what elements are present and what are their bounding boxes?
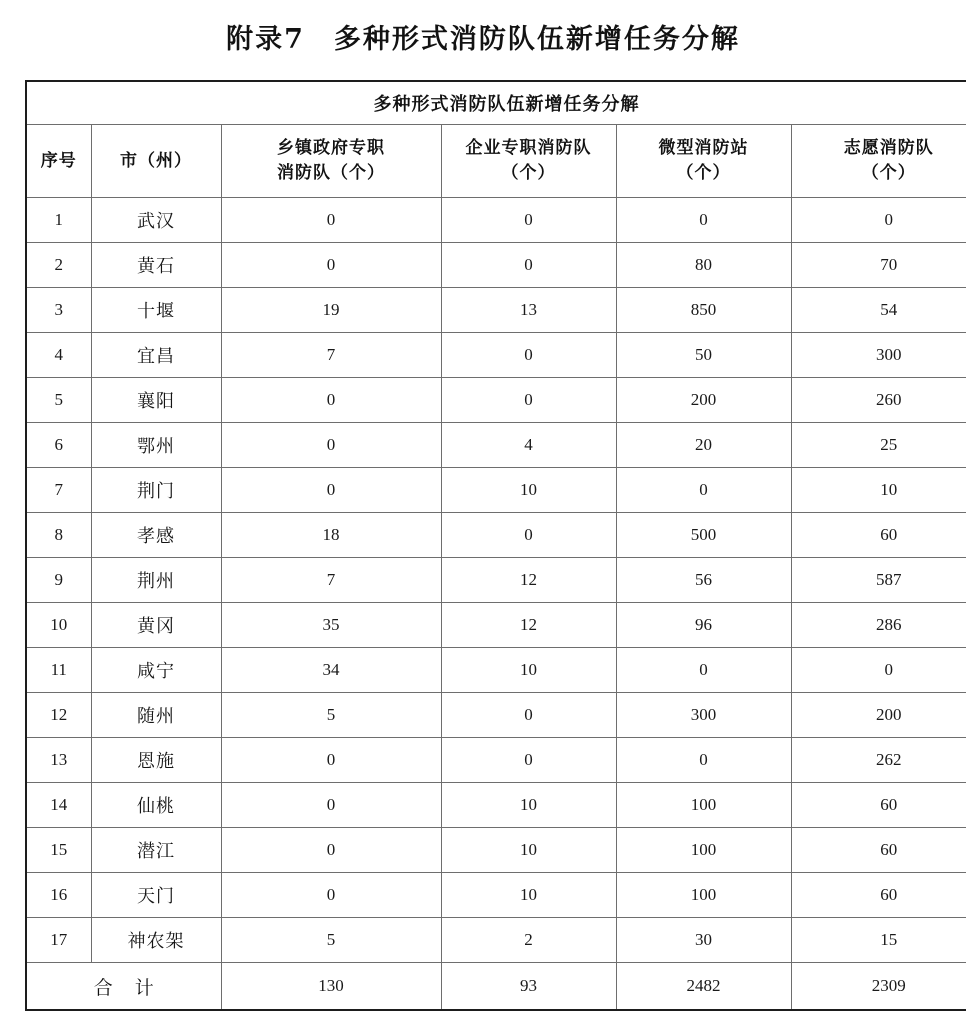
cell-city: 咸宁	[91, 648, 221, 693]
cell-enterprise-fire-brigade: 13	[441, 288, 616, 333]
cell-micro-fire-station: 200	[616, 378, 791, 423]
cell-township-fire-brigade: 0	[221, 198, 441, 243]
cell-index: 15	[26, 828, 91, 873]
cell-city: 襄阳	[91, 378, 221, 423]
cell-micro-fire-station: 0	[616, 648, 791, 693]
table-row	[26, 513, 966, 558]
column-header-micro-fire-station	[616, 125, 791, 198]
page-title: 附录7 多种形式消防队伍新增任务分解	[0, 0, 966, 62]
cell-volunteer-fire-brigade: 60	[791, 513, 966, 558]
cell-index: 12	[26, 693, 91, 738]
column-header-line1: 企业专职消防队	[466, 138, 592, 158]
cell-volunteer-fire-brigade: 262	[791, 738, 966, 783]
cell-volunteer-fire-brigade: 587	[791, 558, 966, 603]
cell-micro-fire-station: 50	[616, 333, 791, 378]
table-row	[26, 198, 966, 243]
cell-micro-fire-station: 500	[616, 513, 791, 558]
column-header-line2: （个）	[617, 161, 791, 186]
cell-township-fire-brigade: 5	[221, 693, 441, 738]
cell-index: 17	[26, 918, 91, 963]
cell-enterprise-fire-brigade: 2	[441, 918, 616, 963]
table-row	[26, 423, 966, 468]
cell-enterprise-fire-brigade: 4	[441, 423, 616, 468]
cell-enterprise-fire-brigade: 12	[441, 558, 616, 603]
cell-micro-fire-station: 20	[616, 423, 791, 468]
cell-township-fire-brigade: 7	[221, 333, 441, 378]
cell-micro-fire-station: 100	[616, 828, 791, 873]
table-row	[26, 558, 966, 603]
table-container	[25, 80, 941, 1011]
cell-volunteer-fire-brigade: 60	[791, 783, 966, 828]
cell-city: 神农架	[91, 918, 221, 963]
cell-index: 11	[26, 648, 91, 693]
cell-micro-fire-station: 300	[616, 693, 791, 738]
cell-city: 鄂州	[91, 423, 221, 468]
cell-micro-fire-station: 56	[616, 558, 791, 603]
cell-enterprise-fire-brigade: 0	[441, 243, 616, 288]
cell-volunteer-fire-brigade: 10	[791, 468, 966, 513]
cell-volunteer-fire-brigade: 60	[791, 828, 966, 873]
total-enterprise-fire-brigade: 93	[441, 963, 616, 1011]
cell-city: 黄冈	[91, 603, 221, 648]
cell-micro-fire-station: 96	[616, 603, 791, 648]
cell-township-fire-brigade: 5	[221, 918, 441, 963]
table-row	[26, 783, 966, 828]
fire-force-task-table	[25, 80, 966, 1011]
cell-micro-fire-station: 100	[616, 783, 791, 828]
cell-enterprise-fire-brigade: 0	[441, 198, 616, 243]
cell-micro-fire-station: 0	[616, 198, 791, 243]
cell-index: 1	[26, 198, 91, 243]
column-header-township-fire-brigade	[221, 125, 441, 198]
cell-index: 8	[26, 513, 91, 558]
table-header-row	[26, 125, 966, 198]
cell-city: 荆州	[91, 558, 221, 603]
cell-township-fire-brigade: 19	[221, 288, 441, 333]
column-header-volunteer-fire-brigade	[791, 125, 966, 198]
cell-micro-fire-station: 0	[616, 468, 791, 513]
cell-volunteer-fire-brigade: 25	[791, 423, 966, 468]
cell-index: 4	[26, 333, 91, 378]
column-header-line2: （个）	[442, 161, 616, 186]
table-row	[26, 828, 966, 873]
cell-township-fire-brigade: 0	[221, 783, 441, 828]
cell-city: 宜昌	[91, 333, 221, 378]
cell-volunteer-fire-brigade: 60	[791, 873, 966, 918]
cell-enterprise-fire-brigade: 10	[441, 468, 616, 513]
column-header-line1: 志愿消防队	[844, 138, 934, 158]
cell-township-fire-brigade: 0	[221, 468, 441, 513]
table-row	[26, 378, 966, 423]
cell-city: 天门	[91, 873, 221, 918]
cell-township-fire-brigade: 0	[221, 243, 441, 288]
cell-city: 荆门	[91, 468, 221, 513]
cell-city: 十堰	[91, 288, 221, 333]
cell-volunteer-fire-brigade: 15	[791, 918, 966, 963]
cell-volunteer-fire-brigade: 200	[791, 693, 966, 738]
cell-township-fire-brigade: 0	[221, 378, 441, 423]
cell-micro-fire-station: 100	[616, 873, 791, 918]
cell-volunteer-fire-brigade: 0	[791, 648, 966, 693]
table-row	[26, 648, 966, 693]
cell-index: 2	[26, 243, 91, 288]
cell-township-fire-brigade: 0	[221, 423, 441, 468]
column-header-line2: 消防队（个）	[222, 161, 441, 186]
cell-micro-fire-station: 0	[616, 738, 791, 783]
table-row	[26, 873, 966, 918]
cell-township-fire-brigade: 0	[221, 738, 441, 783]
table-row	[26, 693, 966, 738]
cell-township-fire-brigade: 7	[221, 558, 441, 603]
cell-index: 7	[26, 468, 91, 513]
cell-micro-fire-station: 850	[616, 288, 791, 333]
total-volunteer-fire-brigade: 2309	[791, 963, 966, 1011]
cell-township-fire-brigade: 34	[221, 648, 441, 693]
column-header-line1: 序号	[41, 151, 77, 171]
column-header-line1: 市（州）	[120, 151, 192, 171]
cell-volunteer-fire-brigade: 54	[791, 288, 966, 333]
cell-city: 随州	[91, 693, 221, 738]
cell-enterprise-fire-brigade: 0	[441, 333, 616, 378]
column-header-line1: 乡镇政府专职	[277, 138, 385, 158]
column-header-line2: （个）	[792, 161, 966, 186]
table-caption-row	[26, 81, 966, 125]
table-row	[26, 603, 966, 648]
table-row	[26, 333, 966, 378]
total-township-fire-brigade: 130	[221, 963, 441, 1011]
column-header-index	[26, 125, 91, 198]
cell-index: 9	[26, 558, 91, 603]
cell-city: 孝感	[91, 513, 221, 558]
cell-city: 恩施	[91, 738, 221, 783]
cell-enterprise-fire-brigade: 10	[441, 828, 616, 873]
cell-index: 3	[26, 288, 91, 333]
cell-enterprise-fire-brigade: 0	[441, 378, 616, 423]
table-row	[26, 468, 966, 513]
cell-index: 14	[26, 783, 91, 828]
cell-township-fire-brigade: 0	[221, 828, 441, 873]
cell-city: 潜江	[91, 828, 221, 873]
column-header-line1: 微型消防站	[659, 138, 749, 158]
cell-index: 6	[26, 423, 91, 468]
total-micro-fire-station: 2482	[616, 963, 791, 1011]
cell-enterprise-fire-brigade: 0	[441, 513, 616, 558]
cell-index: 10	[26, 603, 91, 648]
cell-volunteer-fire-brigade: 70	[791, 243, 966, 288]
cell-enterprise-fire-brigade: 12	[441, 603, 616, 648]
cell-township-fire-brigade: 0	[221, 873, 441, 918]
cell-index: 16	[26, 873, 91, 918]
table-row	[26, 288, 966, 333]
cell-city: 仙桃	[91, 783, 221, 828]
cell-micro-fire-station: 30	[616, 918, 791, 963]
cell-enterprise-fire-brigade: 10	[441, 648, 616, 693]
cell-micro-fire-station: 80	[616, 243, 791, 288]
cell-volunteer-fire-brigade: 0	[791, 198, 966, 243]
cell-township-fire-brigade: 18	[221, 513, 441, 558]
cell-index: 13	[26, 738, 91, 783]
cell-volunteer-fire-brigade: 286	[791, 603, 966, 648]
cell-enterprise-fire-brigade: 10	[441, 783, 616, 828]
cell-township-fire-brigade: 35	[221, 603, 441, 648]
cell-volunteer-fire-brigade: 260	[791, 378, 966, 423]
table-row	[26, 243, 966, 288]
cell-enterprise-fire-brigade: 0	[441, 738, 616, 783]
cell-city: 黄石	[91, 243, 221, 288]
cell-enterprise-fire-brigade: 10	[441, 873, 616, 918]
cell-index: 5	[26, 378, 91, 423]
table-row	[26, 738, 966, 783]
column-header-city	[91, 125, 221, 198]
cell-enterprise-fire-brigade: 0	[441, 693, 616, 738]
table-total-row	[26, 963, 966, 1011]
total-label: 合计	[26, 963, 221, 1011]
table-row	[26, 918, 966, 963]
cell-volunteer-fire-brigade: 300	[791, 333, 966, 378]
cell-city: 武汉	[91, 198, 221, 243]
table-caption: 多种形式消防队伍新增任务分解	[26, 81, 966, 125]
column-header-enterprise-fire-brigade	[441, 125, 616, 198]
